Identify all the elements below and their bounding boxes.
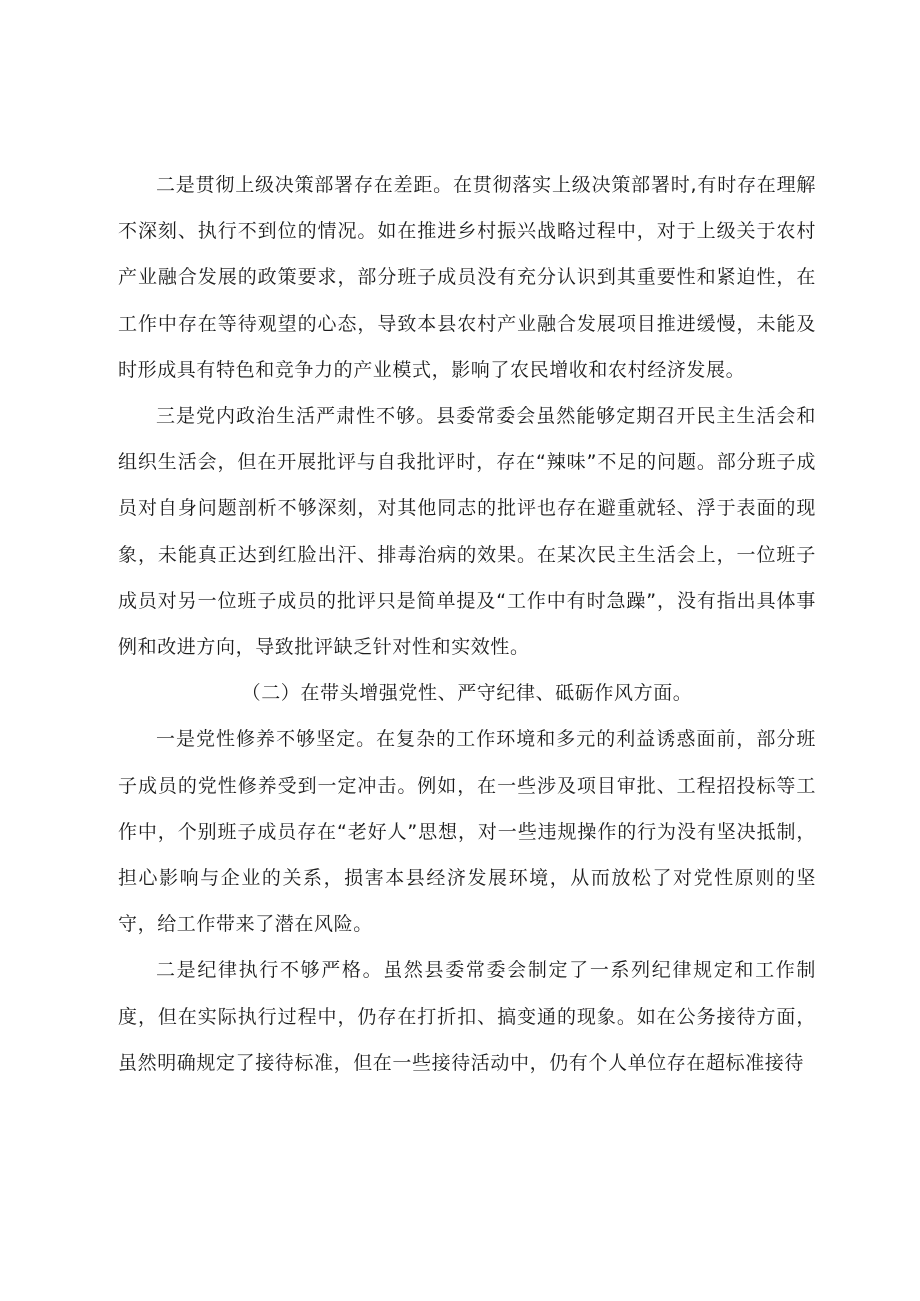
paragraph-discipline: 二是纪律执行不够严格。虽然县委常委会制定了一系列纪律规定和工作制度，但在实际执行过程中，仍存在打折扣、搞变通的现象。如在公务接待方面，虽然明确规定了接待标准，但在一些接待活动中，仍有个人单位存在超标准接待: [118, 959, 816, 1074]
paragraph-political-life: 三是党内政治生活严肃性不够。县委常委会虽然能够定期召开民主生活会和组织生活会，但在开展批评与自我批评时，存在“辣味”不足的问题。部分班子成员对自身问题剖析不够深刻，对其他同志的批评也存在避重就轻、浮于表面的现象，未能真正达到红脸出汗、排毒治病的效果。在某次民主生活会上，一位班子成员对另一位班子成员的批评只是简单提及“工作中有时急躁”，没有指出具体事例和改进方向，导致批评缺乏针对性和实效性。: [118, 405, 816, 659]
paragraph-decision-implementation: 二是贯彻上级决策部署存在差距。在贯彻落实上级决策部署时,有时存在理解不深刻、执行不到位的情况。如在推进乡村振兴战略过程中，对于上级关于农村产业融合发展的政策要求，部分班子成员没有充分认识到其重要性和紧迫性，在工作中存在等待观望的心态，导致本县农村产业融合发展项目推进缓慢，未能及时形成具有特色和竞争力的产业模式，影响了农民增收和农村经济发展。: [118, 174, 816, 381]
document-body: [118, 162, 816, 1086]
paragraph-party-spirit: 一是党性修养不够坚定。在复杂的工作环境和多元的利益诱惑面前，部分班子成员的党性修养受到一定冲击。例如，在一些涉及项目审批、工程招投标等工作中，个别班子成员存在“老好人”思想，对一些违规操作的行为没有坚决抵制，担心影响与企业的关系，损害本县经济发展环境，从而放松了对党性原则的坚守，给工作带来了潜在风险。: [118, 728, 816, 936]
section-heading: （二）在带头增强党性、严守纪律、砥砺作风方面。: [241, 682, 693, 705]
